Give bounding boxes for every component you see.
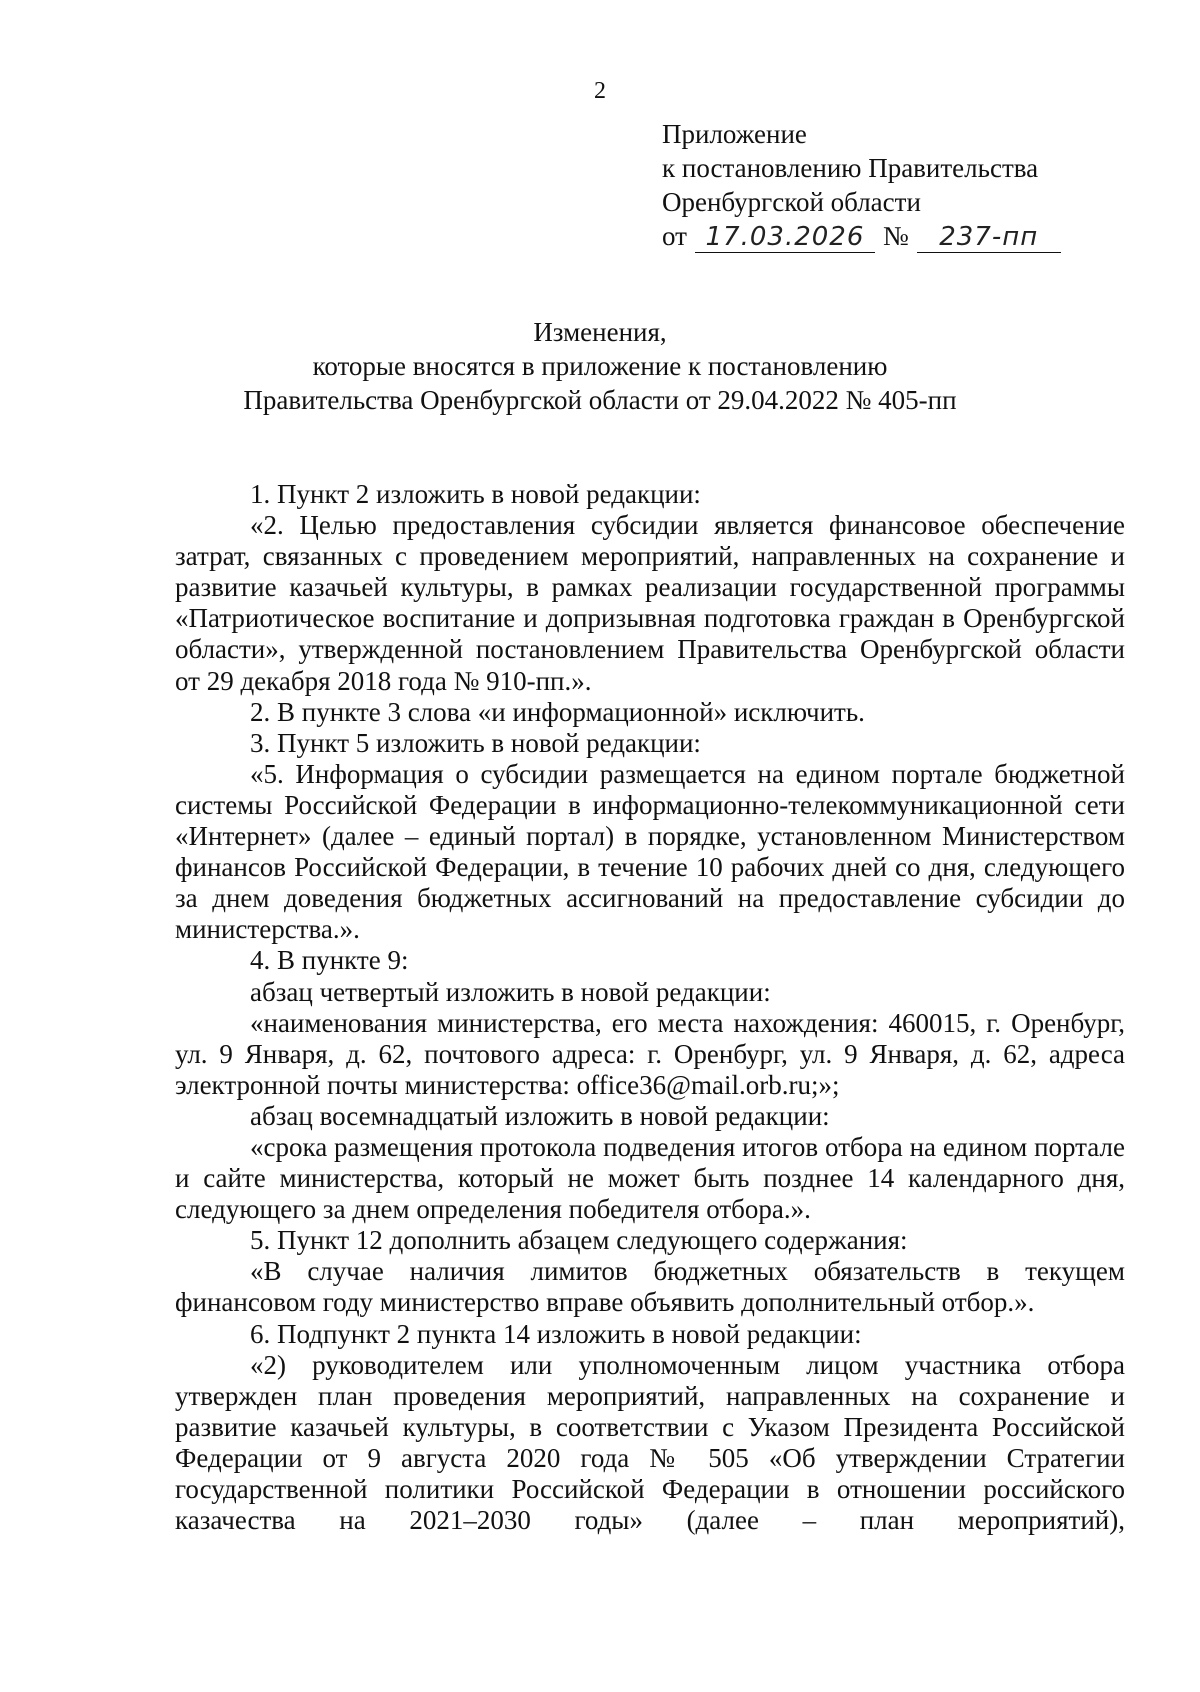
appendix-line: к постановлению Правительства — [662, 153, 1039, 183]
paragraph: 3. Пункт 5 изложить в новой редакции: — [250, 727, 701, 758]
handwritten-number: 237-пп — [917, 222, 1061, 253]
paragraph: абзац четвертый изложить в новой редакции: — [250, 976, 771, 1007]
appendix-header — [662, 117, 1061, 253]
paragraph: 6. Подпункт 2 пункта 14 изложить в новой редакции: — [250, 1318, 862, 1349]
paragraph: «В случае наличия лимитов бюджетных обязательств в текущем финансовом году министерство вправе объявить дополнительный отбор.». — [175, 1256, 1125, 1318]
paragraph: «срока размещения протокола подведения итогов отбора на едином портале и сайте министерства, который не может быть позднее 14 календарного дня, следующего за днем определения победителя отбора.». — [175, 1131, 1125, 1225]
resolution-date-number-line — [662, 219, 1061, 253]
appendix-line: Приложение — [662, 119, 807, 149]
document-title — [0, 315, 1200, 417]
paragraph: 4. В пункте 9: — [250, 945, 409, 976]
document-body — [175, 479, 1125, 1536]
paragraph: 1. Пункт 2 изложить в новой редакции: — [250, 479, 701, 509]
title-line: которые вносятся в приложение к постановлению — [312, 351, 888, 381]
paragraph: «2. Целью предоставления субсидии является финансовое обеспечение затрат, связанных с проведением мероприятий, направленных на сохранение и развитие казачьей культуры, в рамках реализации государственной программы «Патриотическое воспитание и допризывная подготовка граждан в Оренбургской области», утвержденной постановлением Правительства Оренбургской области от 29 декабря 2018 года № 910-пп.». — [175, 510, 1125, 696]
from-label: от — [662, 221, 687, 251]
paragraph: 2. В пункте 3 слова «и информационной» исключить. — [250, 696, 865, 727]
paragraph: «5. Информация о субсидии размещается на едином портале бюджетной системы Российской Федерации в информационно-телекоммуникационной сети «Интернет» (далее – единый портал) в порядке, установленном Министерством финансов Российской Федерации, в течение 10 рабочих дней со дня, следующего за днем доведения бюджетных ассигнований на предоставление субсидии до министерства.». — [175, 758, 1125, 945]
paragraph: 5. Пункт 12 дополнить абзацем следующего содержания: — [250, 1225, 908, 1256]
title-line: Правительства Оренбургской области от 29.04.2022 № 405-пп — [243, 385, 957, 415]
handwritten-date: 17.03.2026 — [695, 222, 875, 253]
appendix-line: Оренбургской области — [662, 187, 921, 217]
title-line: Изменения, — [533, 317, 667, 347]
paragraph: «наименования министерства, его места нахождения: 460015, г. Оренбург, ул. 9 Января, д. 62, почтового адреса: г. Оренбург, ул. 9 Января, д. 62, адреса электронной почты министерства: office36@mail.orb.ru;»; — [175, 1007, 1125, 1100]
number-sign: № — [882, 221, 909, 251]
paragraph: «2) руководителем или уполномоченным лицом участника отбора утвержден план проведения мероприятий, направленных на сохранение и развитие казачьей культуры, в соответствии с Указом Президента Российской Федерации от 9 августа 2020 года № 505 «Об утверждении Стратегии государственной политики Российской Федерации в отношении российского казачества на 2021–2030 годы» (далее – план мероприятий), — [175, 1349, 1125, 1536]
paragraph: абзац восемнадцатый изложить в новой редакции: — [250, 1100, 830, 1131]
page-number: 2 — [594, 78, 606, 104]
